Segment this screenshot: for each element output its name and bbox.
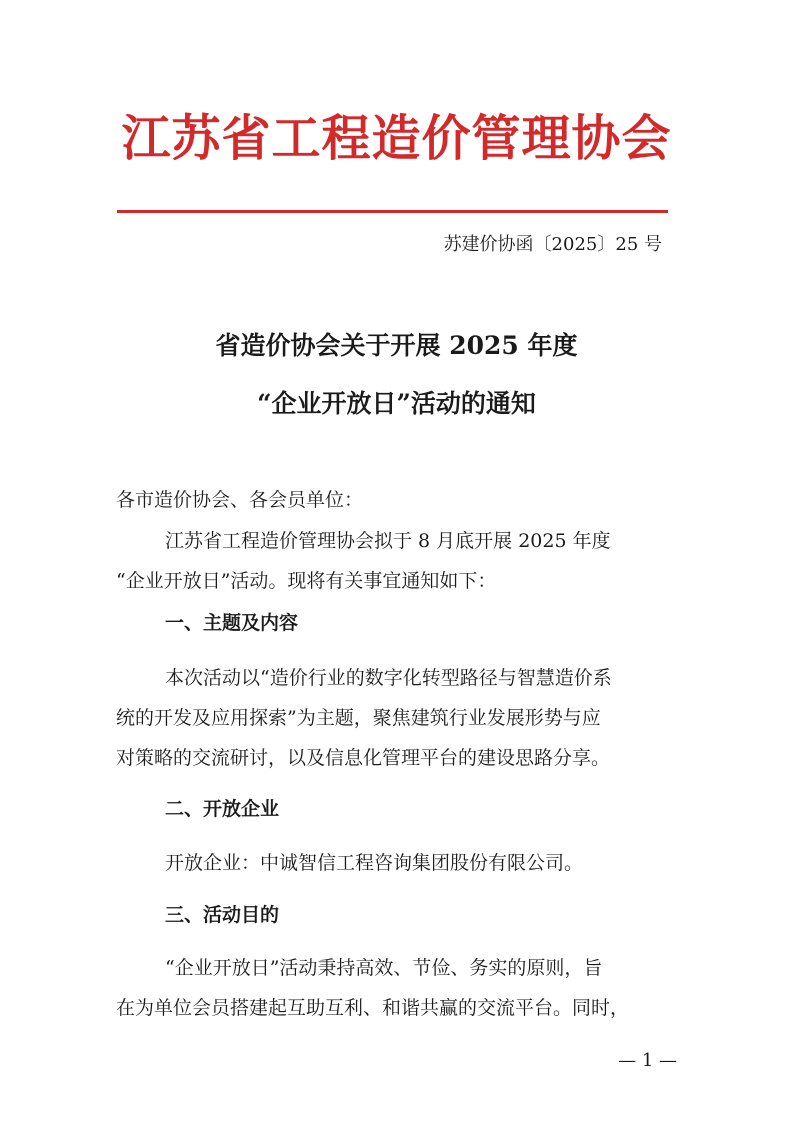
section-company-line-1: 开放企业：中诚智信工程咨询集团股份有限公司。 <box>165 852 584 874</box>
section-heading-theme: 一、主题及内容 <box>165 612 299 634</box>
section-theme-line-2: 统的开发及应用探索”为主题，聚焦建筑行业发展形势与应 <box>116 707 601 729</box>
document-title-line-1: 省造价协会关于开展 2025 年度 <box>215 331 578 360</box>
document-number: 苏建价协函〔2025〕25 号 <box>443 234 662 255</box>
section-purpose-line-2: 在为单位会员搭建起互助互利、和谐共赢的交流平台。同时， <box>116 997 630 1019</box>
section-heading-purpose: 三、活动目的 <box>165 904 280 926</box>
section-theme-line-1: 本次活动以“造价行业的数字化转型路径与智慧造价系 <box>165 667 612 689</box>
salutation: 各市造价协会、各会员单位： <box>116 489 364 511</box>
section-purpose-line-1: “企业开放日”活动秉持高效、节俭、务实的原则，旨 <box>165 957 603 979</box>
intro-line-1: 江苏省工程造价管理协会拟于 8 月底开展 2025 年度 <box>165 530 611 552</box>
document-title-line-2: “企业开放日”活动的通知 <box>257 389 536 418</box>
letterhead-divider <box>117 210 668 213</box>
page-number: — 1 — <box>618 1050 677 1071</box>
section-theme-line-3: 对策略的交流研讨，以及信息化管理平台的建设思路分享。 <box>116 747 611 769</box>
intro-line-2: “企业开放日”活动。现将有关事宜通知如下： <box>116 570 497 592</box>
section-heading-company: 二、开放企业 <box>165 798 280 820</box>
letterhead-title: 江苏省工程造价管理协会 <box>121 109 672 167</box>
